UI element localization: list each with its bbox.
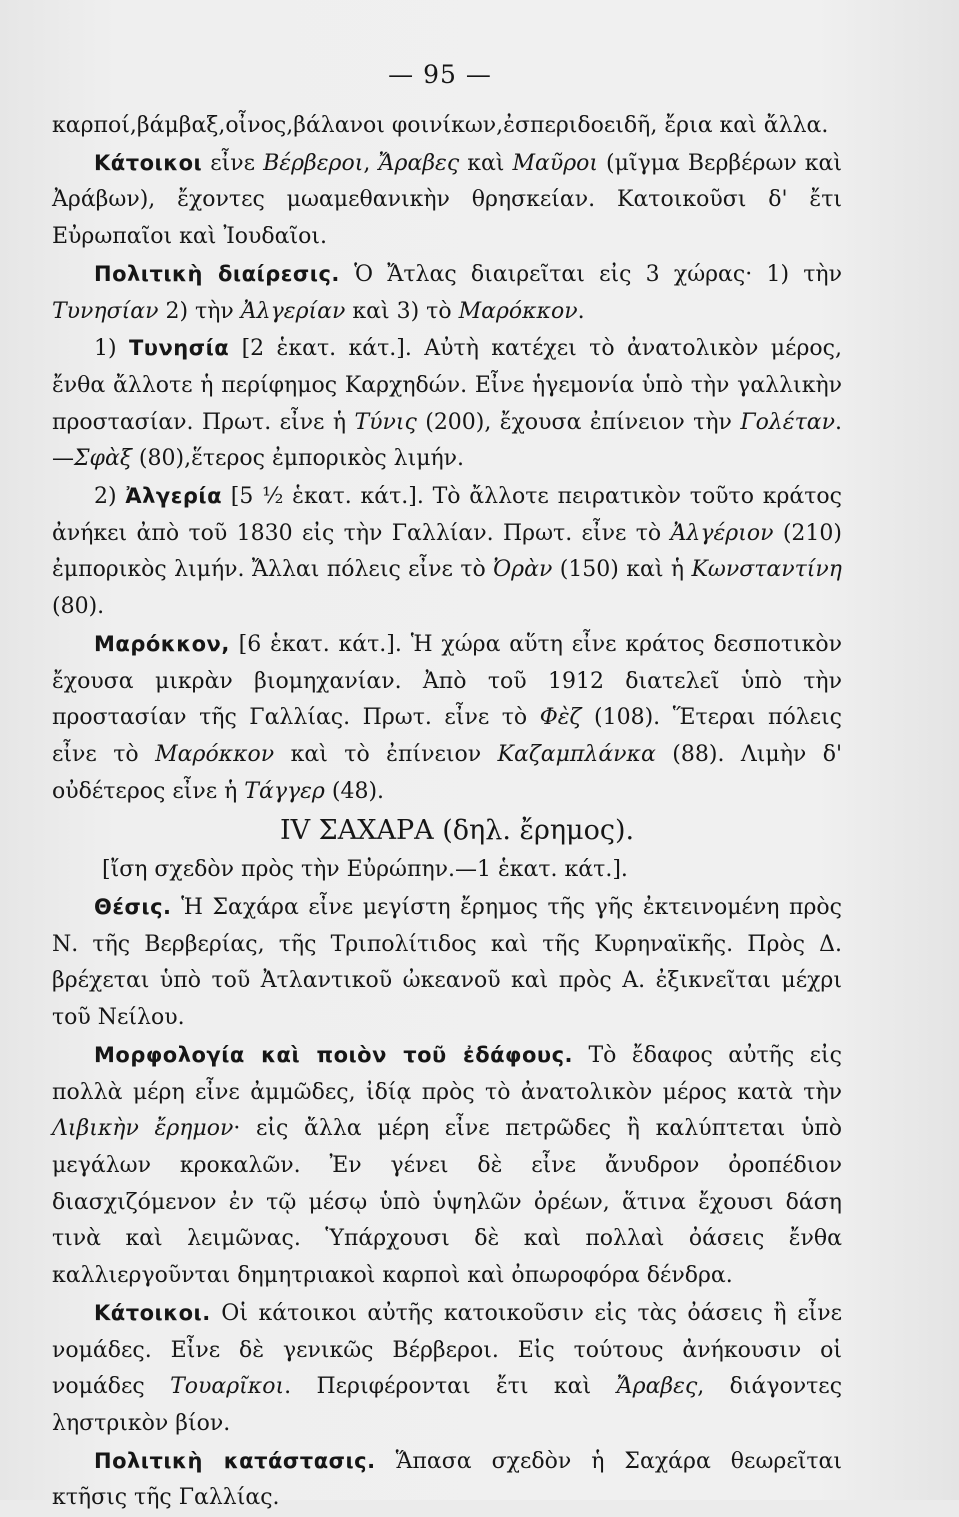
section-subtitle-sahara: [ἴση σχεδὸν πρὸς τὴν Εὐρώπην.—1 ἑκατ. κάτ.]. (102, 857, 628, 883)
paragraph-political-status: Πολιτικὴ κατάστασις. Ἅπασα σχεδὸν ἡ Σαχάρα θεωρεῖται κτῆσις τῆς Γαλλίας. (52, 1448, 843, 1511)
page-body (52, 108, 842, 1517)
heading-position: Θέσις. (94, 895, 172, 920)
paragraph-political-division: Πολιτικὴ διαίρεσις. Ὁ Ἄτλας διαιρεῖται εἰς 3 χώρας· 1) τὴν Τυνησίαν 2) τὴν Ἀλγερίαν καὶ 3) τὸ Μαρόκκον. (52, 261, 842, 324)
paragraph-position: Θέσις. Ἡ Σαχάρα εἶνε μεγίστη ἔρημος τῆς γῆς ἐκτεινομένη πρὸς Ν. τῆς Βερβερίας, τῆς Τριπολίτιδος καὶ τῆς Κυρηναϊκῆς. Πρὸς Δ. βρέχεται ὑπὸ τοῦ Ἀτλαντικοῦ ὠκεανοῦ καὶ πρὸς Α. ἐξικνεῖται μέχρι τοῦ Νείλου. (52, 895, 842, 1031)
heading-political-division: Πολιτικὴ διαίρεσις. (94, 261, 340, 286)
heading-tunisia: Τυνησία (128, 336, 230, 361)
page-number: — 95 — (388, 60, 492, 89)
paragraph-morphology: Μορφολογία καὶ ποιὸν τοῦ ἐδάφους. Τὸ ἔδαφος αὐτῆς εἰς πολλὰ μέρη εἶνε ἀμμῶδες, ἰδίᾳ πρὸς τὸ ἀνατολικὸν μέρος κατὰ τὴν Λιβικὴν ἔρημον· εἰς ἄλλα μέρη εἶνε πετρῶδες ἢ καλύπτεται ὑπὸ μεγάλων κροκαλῶν. Ἐν γένει δὲ εἶνε ἄνυδρον ὀροπέδιον διασχιζόμενον ἐν τῷ μέσῳ ὑπὸ ὑψηλῶν ὀρέων, ἅτινα ἔχουσι δάση τινὰ καὶ λειμῶνας. Ὑπάρχουσι δὲ καὶ πολλαὶ ὀάσεις ἔνθα καλλιεργοῦνται δημητριακοὶ καρποὶ καὶ ὀπωροφόρα δένδρα. (52, 1042, 843, 1289)
paragraph-inhabitants-atlas: Κάτοικοι εἶνε Βέρβεροι, Ἄραβες καὶ Μαῦροι (μῖγμα Βερβέρων καὶ Ἀράβων), ἔχοντες μωαμεθανικὴν θρησκείαν. Κατοικοῦσι δ' ἔτι Εὐρωπαῖοι καὶ Ἰουδαῖοι. (52, 150, 843, 250)
section-title-sahara: IV ΣΑΧΑΡΑ (δηλ. ἔρημος). (279, 815, 635, 847)
heading-political-status: Πολιτικὴ κατάστασις. (94, 1448, 376, 1473)
heading-inhabitants: Κάτοικοι (94, 150, 203, 175)
paragraph-tunisia: 1) Τυνησία [2 ἑκατ. κάτ.]. Αὐτὴ κατέχει τὸ ἀνατολικὸν μέρος, ἔνθα ἄλλοτε ἡ περίφημος Καρχηδών. Εἶνε ἡγεμονία ὑπὸ τὴν γαλλικὴν προστασίαν. Πρωτ. εἶνε ἡ Τύνις (200), ἔχουσα ἐπίνειον τὴν Γολέταν.—Σφὰξ (80),ἕτερος ἐμπορικὸς λιμήν. (52, 336, 842, 472)
paragraph-inhabitants-sahara: Κάτοικοι. Οἱ κάτοικοι αὐτῆς κατοικοῦσιν εἰς τὰς ὀάσεις ἢ εἶνε νομάδες. Εἶνε δὲ γενικῶς Βέρβεροι. Εἰς τούτους ἀνήκουσιν οἱ νομάδες Τουαρῖκοι. Περιφέρονται ἔτι καὶ Ἄραβες, διάγοντες ληστρικὸν βίον. (52, 1300, 843, 1436)
heading-algeria: Ἀλγερία (125, 484, 223, 509)
paragraph-algeria: 2) Ἀλγερία [5 ½ ἑκατ. κάτ.]. Τὸ ἄλλοτε πειρατικὸν τοῦτο κράτος ἀνήκει ἀπὸ τοῦ 1830 εἰς τὴν Γαλλίαν. Πρωτ. εἶνε τὸ Ἀλγέριον (210) ἐμπορικὸς λιμήν. Ἄλλαι πόλεις εἶνε τὸ Ὀρὰν (150) καὶ ἡ Κωνσταντίνη (80). (52, 484, 842, 620)
heading-inhabitants-sahara: Κάτοικοι. (94, 1300, 211, 1325)
line-products: καρποί,βάμβαξ,οἶνος,βάλανοι φοινίκων,ἐσπεριδοειδῆ, ἔρια καὶ ἄλλα. (52, 113, 829, 138)
paragraph-morocco: Μαρόκκον, [6 ἑκατ. κάτ.]. Ἡ χώρα αὕτη εἶνε κράτος δεσποτικὸν ἔχουσα μικρὰν βιομηχανίαν. Ἀπὸ τοῦ 1912 διατελεῖ ὑπὸ τὴν προστασίαν τῆς Γαλλίας. Πρωτ. εἶνε τὸ Φὲζ (108). Ἕτεραι πόλεις εἶνε τὸ Μαρόκκον καὶ τὸ ἐπίνειον Καζαμπλάνκα (88). Λιμὴν δ' οὐδέτερος εἶνε ἡ Τάγγερ (48). (52, 631, 843, 804)
heading-morphology: Μορφολογία καὶ ποιὸν τοῦ ἐδάφους. (94, 1042, 574, 1067)
heading-morocco: Μαρόκκον, (94, 631, 230, 656)
